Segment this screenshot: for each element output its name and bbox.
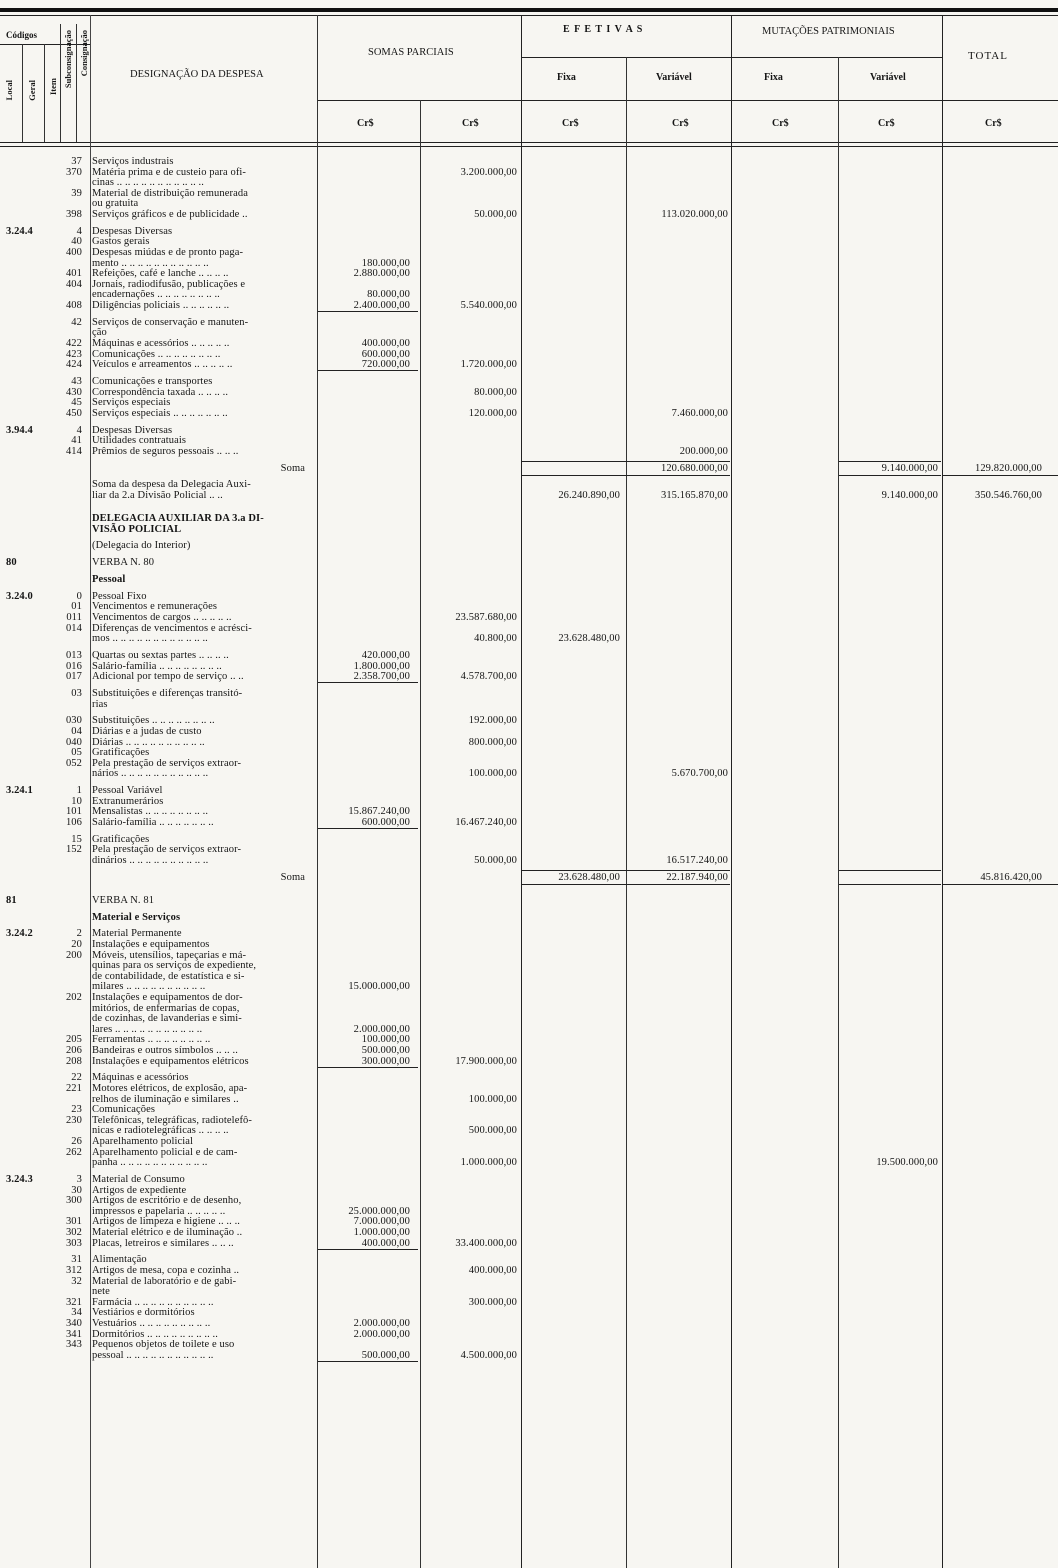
expense-description: ção (92, 327, 107, 339)
code-col-divider (22, 44, 23, 142)
top-rule (0, 8, 1058, 12)
code-col-subconsignacao: Subconsignação (63, 30, 73, 89)
code-number: 262 (65, 1146, 82, 1158)
code-number: 15 (71, 833, 82, 845)
expense-description: cinas .. .. .. .. .. .. .. .. .. .. .. (92, 177, 204, 189)
expense-description: Artigos de escritório e de desenho, (92, 1195, 242, 1207)
soma-bottom-rule (839, 475, 941, 476)
expense-description: Material de distribuição remunerada (92, 187, 248, 199)
expense-description: Quartas ou sextas partes .. .. .. .. (92, 650, 229, 661)
code-number: 206 (65, 1045, 82, 1056)
expense-description: Pela prestação de serviços extraor- (92, 844, 242, 856)
partial-sum-1: 600.000,00 (361, 348, 410, 360)
expense-description: milares .. .. .. .. .. .. .. .. .. .. (92, 981, 206, 993)
code-number: 017 (65, 671, 82, 683)
expense-description: Móveis, utensílios, tapeçarias e má- (92, 949, 247, 961)
expense-description: Comunicações .. .. .. .. .. .. .. .. (92, 348, 221, 360)
expense-description: mento .. .. .. .. .. .. .. .. .. .. .. (92, 257, 209, 269)
partial-sum-1: 2.400.000,00 (353, 300, 410, 311)
code-number: 23 (71, 1104, 82, 1116)
subtotal-rule (318, 1067, 418, 1068)
expense-description: nicas e radiotelegráficas .. .. .. .. (92, 1125, 229, 1137)
expense-description: quinas para os serviços de expediente, (92, 960, 257, 972)
partial-sum-1: 7.000.000,00 (353, 1216, 410, 1228)
expense-description: Diligências policiais .. .. .. .. .. .. (92, 300, 230, 311)
expense-description: pessoal .. .. .. .. .. .. .. .. .. .. .. (92, 1349, 214, 1361)
variavel-header: Variável (656, 72, 692, 83)
expense-description: Artigos de mesa, copa e cozinha .. (92, 1265, 240, 1276)
code-number: 011 (66, 612, 82, 623)
code-number: 398 (65, 209, 82, 220)
code-number: 05 (71, 747, 82, 759)
code-number: 42 (71, 316, 82, 328)
code-number: 343 (65, 1339, 82, 1351)
expense-description: dinários .. .. .. .. .. .. .. .. .. .. (92, 855, 209, 866)
expense-description: Gratificações (92, 747, 150, 759)
expense-description: mos .. .. .. .. .. .. .. .. .. .. .. .. (92, 633, 208, 645)
expense-description: VERBA N. 81 (92, 894, 155, 906)
efetiva-variavel-value: 5.670.700,00 (671, 768, 728, 780)
expense-description: Serviços industrais (92, 156, 174, 167)
partial-sum-2: 17.900.000,00 (455, 1055, 517, 1067)
efetiva-fixa-value: 26.240.890,00 (558, 490, 620, 501)
partial-sum-1: 500.000,00 (361, 1045, 410, 1056)
mutacao-variavel-value: 9.140.000,00 (881, 490, 938, 501)
efetiva-variavel-value: 120.680.000,00 (660, 462, 728, 474)
partial-sum-1: 400.000,00 (361, 338, 410, 349)
expense-description: Pela prestação de serviços extraor- (92, 757, 242, 769)
code-local: 3.24.3 (6, 1174, 33, 1185)
partial-sum-2: 5.540.000,00 (460, 300, 517, 311)
subtotal-rule (318, 1361, 418, 1362)
code-number: 014 (65, 622, 82, 634)
currency-label: Cr$ (878, 118, 895, 129)
expense-description: Serviços especiais .. .. .. .. .. .. .. (92, 407, 228, 419)
total-value: 129.820.000,00 (974, 462, 1042, 474)
code-number: 106 (65, 817, 82, 828)
code-number: 370 (65, 166, 82, 178)
expense-description: Alimentação (92, 1254, 147, 1266)
code-number: 016 (65, 660, 82, 672)
code-number: 4 (76, 424, 82, 436)
efetivas-header: E F E T I V A S (563, 24, 644, 35)
expense-description: Dormitórios .. .. .. .. .. .. .. .. .. (92, 1328, 219, 1340)
partial-sum-2: 33.400.000,00 (455, 1237, 517, 1249)
partial-sum-2: 40.800,00 (474, 633, 517, 645)
code-number: 26 (71, 1136, 82, 1147)
col-divider (420, 100, 421, 1568)
col-divider (942, 15, 943, 1568)
expense-description: Despesas miúdas e de pronto paga- (92, 247, 244, 258)
mutacao-variavel-value: 9.140.000,00 (881, 462, 938, 474)
code-number: 400 (65, 247, 82, 258)
code-col-local: Local (4, 80, 14, 101)
code-number: 430 (65, 386, 82, 398)
expense-description: Jornais, radiodifusão, publicações e (92, 278, 246, 290)
expense-description: DELEGACIA AUXILIAR DA 3.a DI- (92, 513, 264, 524)
code-number: 45 (71, 397, 82, 409)
expense-description: Aparelhamento policial e de cam- (92, 1146, 238, 1158)
col-divider (90, 15, 91, 1568)
col-divider (521, 15, 522, 1568)
code-number: 424 (65, 359, 82, 371)
header-sub-rule (318, 100, 1058, 101)
code-local: 3.94.4 (6, 424, 33, 436)
expense-description: liar da 2.a Divisão Policial .. .. (92, 490, 223, 501)
subtotal-rule (318, 1249, 418, 1250)
expense-description: Aparelhamento policial (92, 1136, 194, 1147)
expense-description: lares .. .. .. .. .. .. .. .. .. .. .. (92, 1023, 203, 1035)
partial-sum-1: 25.000.000,00 (348, 1205, 410, 1217)
partial-sum-2: 100.000,00 (468, 1093, 517, 1105)
code-number: 34 (71, 1307, 82, 1319)
expense-description: Mensalistas .. .. .. .. .. .. .. .. (92, 806, 209, 818)
code-local: 3.24.0 (6, 590, 33, 602)
partial-sum-1: 1.000.000,00 (353, 1227, 410, 1238)
code-number: 152 (65, 844, 82, 856)
expense-description: Salário-família .. .. .. .. .. .. .. (92, 817, 214, 828)
efetiva-variavel-value: 113.020.000,00 (661, 209, 728, 220)
partial-sum-2: 1.000.000,00 (460, 1157, 517, 1169)
expense-description: Vencimentos e remunerações (92, 601, 218, 613)
code-number: 013 (65, 650, 82, 661)
code-number: 422 (65, 338, 82, 349)
header-bottom-rule (0, 142, 1058, 143)
expense-description: Despesas Diversas (92, 225, 173, 237)
soma-bottom-rule (522, 884, 730, 885)
partial-sum-1: 420.000,00 (361, 650, 410, 661)
total-header: TOTAL (968, 50, 1008, 62)
code-number: 300 (65, 1195, 82, 1207)
partial-sum-2: 100.000,00 (468, 768, 517, 780)
code-number: 340 (65, 1318, 82, 1329)
code-number: 230 (65, 1114, 82, 1126)
partial-sum-2: 500.000,00 (468, 1125, 517, 1137)
code-col-consignacao: Consignação (79, 30, 89, 77)
expense-description: Pequenos objetos de toilete e uso (92, 1339, 235, 1351)
somas-parciais-header: SOMAS PARCIAIS (368, 47, 454, 58)
soma-top-rule (839, 870, 941, 871)
top-rule-thin (0, 15, 1058, 16)
soma-bottom-rule (839, 884, 941, 885)
expense-description: Prêmios de seguros pessoais .. .. .. (92, 445, 239, 457)
subtotal-rule (318, 682, 418, 683)
expense-description: Extranumerários (92, 795, 164, 807)
partial-sum-2: 300.000,00 (468, 1296, 517, 1308)
code-number: 301 (65, 1216, 82, 1228)
expense-description: Material de Consumo (92, 1174, 185, 1185)
code-col-divider (44, 44, 45, 142)
expense-description: Instalações e equipamentos elétricos (92, 1055, 249, 1067)
expense-description: Utilidades contratuais (92, 435, 187, 447)
expense-description: ou gratuita (92, 198, 139, 210)
code-number: 341 (65, 1328, 82, 1340)
partial-sum-1: 100.000,00 (361, 1034, 410, 1046)
partial-sum-1: 2.000.000,00 (353, 1328, 410, 1340)
soma-label: Soma (280, 462, 305, 474)
partial-sum-2: 4.578.700,00 (460, 671, 517, 683)
codigos-header: Códigos (6, 30, 38, 40)
code-col-item: Item (48, 78, 58, 95)
efetiva-fixa-value: 23.628.480,00 (558, 871, 620, 883)
code-number: 202 (65, 992, 82, 1003)
code-number: 30 (71, 1184, 82, 1196)
code-local: 3.24.1 (6, 785, 33, 797)
subtotal-rule (318, 828, 418, 829)
code-number: 040 (65, 736, 82, 748)
code-local: 81 (6, 894, 17, 906)
fixa-header: Fixa (557, 72, 576, 83)
code-number: 208 (65, 1055, 82, 1067)
partial-sum-2: 23.587.680,00 (455, 612, 517, 623)
code-number: 01 (71, 601, 82, 613)
code-col-divider (76, 24, 77, 142)
soma-top-rule (839, 461, 941, 462)
expense-description: Farmácia .. .. .. .. .. .. .. .. .. .. (92, 1296, 214, 1308)
soma-label: Soma (280, 871, 305, 883)
partial-sum-2: 192.000,00 (468, 715, 517, 727)
code-number: 4 (76, 225, 82, 237)
code-number: 408 (65, 300, 82, 311)
partial-sum-1: 400.000,00 (361, 1237, 410, 1249)
partial-sum-1: 600.000,00 (361, 817, 410, 828)
expense-description: Serviços especiais (92, 397, 171, 409)
expense-description: VISÃO POLICIAL (92, 523, 182, 535)
partial-sum-2: 16.467.240,00 (455, 817, 517, 828)
efetiva-variavel-value: 22.187.940,00 (666, 871, 728, 883)
code-number: 312 (65, 1265, 82, 1276)
partial-sum-2: 400.000,00 (468, 1265, 517, 1276)
code-number: 04 (71, 726, 82, 737)
partial-sum-1: 80.000,00 (367, 289, 410, 301)
expense-description: Motores elétricos, de explosão, apa- (92, 1083, 248, 1094)
code-number: 37 (71, 156, 82, 167)
code-number: 052 (65, 757, 82, 769)
expense-description: Pessoal Variável (92, 785, 163, 797)
partial-sum-2: 120.000,00 (468, 407, 517, 419)
partial-sum-2: 50.000,00 (474, 855, 517, 866)
soma-top-rule (522, 870, 730, 871)
col-divider (317, 15, 318, 1568)
expense-description: Artigos de expediente (92, 1184, 187, 1196)
code-number: 03 (71, 688, 82, 699)
expense-description: Adicional por tempo de serviço .. .. (92, 671, 244, 683)
currency-label: Cr$ (357, 118, 374, 129)
expense-description: Vestiários e dormitórios (92, 1307, 195, 1319)
code-number: 32 (71, 1275, 82, 1287)
code-number: 101 (65, 806, 82, 818)
soma-bottom-rule (943, 475, 1058, 476)
expense-description: Pessoal Fixo (92, 590, 147, 602)
expense-description: mitórios, de enfermarias de copas, (92, 1002, 240, 1014)
expense-description: Ferramentas .. .. .. .. .. .. .. .. (92, 1034, 211, 1046)
code-number: 22 (71, 1072, 82, 1084)
expense-description: Diferenças de vencimentos e acrésci- (92, 622, 252, 634)
code-local: 80 (6, 557, 17, 569)
soma-top-rule (522, 461, 730, 462)
expense-description: Máquinas e acessórios .. .. .. .. .. (92, 338, 230, 349)
expense-description: Substituições .. .. .. .. .. .. .. .. (92, 715, 215, 727)
partial-sum-2: 50.000,00 (474, 209, 517, 220)
expense-description: nete (92, 1286, 110, 1298)
expense-description: Despesas Diversas (92, 424, 173, 436)
code-number: 2 (76, 928, 82, 940)
expense-description: Diárias .. .. .. .. .. .. .. .. .. .. (92, 736, 205, 748)
code-number: 302 (65, 1227, 82, 1238)
code-number: 450 (65, 407, 82, 419)
partial-sum-1: 500.000,00 (361, 1349, 410, 1361)
currency-label: Cr$ (672, 118, 689, 129)
code-local: 3.24.4 (6, 225, 33, 237)
expense-description: Vestuários .. .. .. .. .. .. .. .. .. (92, 1318, 211, 1329)
col-divider (731, 15, 732, 1568)
code-local: 3.24.2 (6, 928, 33, 940)
code-number: 20 (71, 939, 82, 950)
expense-description: Diárias e a judas de custo (92, 726, 202, 737)
currency-label: Cr$ (462, 118, 479, 129)
partial-sum-1: 15.867.240,00 (348, 806, 410, 818)
expense-description: Pessoal (92, 574, 126, 585)
efetiva-fixa-value: 23.628.480,00 (558, 633, 620, 645)
efetiva-variavel-value: 200.000,00 (679, 445, 728, 457)
partial-sum-1: 2.358.700,00 (353, 671, 410, 683)
expense-description: Gastos gerais (92, 236, 150, 248)
total-value: 45.816.420,00 (980, 871, 1042, 883)
expense-description: Serviços gráficos e de publicidade .. (92, 209, 248, 220)
variavel-mut-header: Variável (870, 72, 906, 83)
partial-sum-2: 3.200.000,00 (460, 166, 517, 178)
expense-description: Material elétrico e de iluminação .. (92, 1227, 243, 1238)
partial-sum-1: 15.000.000,00 (348, 981, 410, 993)
expense-description: de contabilidade, de estatística e si- (92, 970, 245, 982)
code-number: 303 (65, 1237, 82, 1249)
expense-description: rias (92, 698, 108, 710)
expense-description: Comunicações (92, 1104, 156, 1116)
total-value: 350.546.760,00 (974, 490, 1042, 501)
code-number: 40 (71, 236, 82, 248)
partial-sum-1: 2.880.000,00 (353, 268, 410, 280)
currency-label: Cr$ (562, 118, 579, 129)
expense-description: (Delegacia do Interior) (92, 540, 191, 552)
partial-sum-2: 80.000,00 (474, 386, 517, 398)
col-divider (626, 57, 627, 1568)
partial-sum-1: 720.000,00 (361, 359, 410, 371)
expense-description: nários .. .. .. .. .. .. .. .. .. .. .. (92, 768, 209, 780)
efetiva-variavel-value: 315.165.870,00 (660, 490, 728, 501)
expense-description: Instalações e equipamentos de dor- (92, 992, 243, 1003)
partial-sum-2: 1.720.000,00 (460, 359, 517, 371)
expense-description: Refeições, café e lanche .. .. .. .. (92, 268, 229, 280)
expense-description: Substituições e diferenças transitó- (92, 688, 243, 699)
header-group-rule (522, 57, 942, 58)
designacao-header: DESIGNAÇÃO DA DESPESA (130, 69, 264, 80)
code-number: 404 (65, 278, 82, 290)
partial-sum-1: 2.000.000,00 (353, 1318, 410, 1329)
code-number: 3 (76, 1174, 82, 1185)
code-number: 1 (76, 785, 82, 797)
expense-description: Instalações e equipamentos (92, 939, 210, 950)
code-number: 423 (65, 348, 82, 360)
code-number: 39 (71, 187, 82, 199)
code-number: 200 (65, 949, 82, 961)
code-number: 0 (76, 590, 82, 602)
expense-description: Telefônicas, telegráficas, radiotelefô- (92, 1114, 252, 1126)
soma-bottom-rule (943, 884, 1058, 885)
expense-description: Bandeiras e outros símbolos .. .. .. (92, 1045, 238, 1056)
code-number: 030 (65, 715, 82, 727)
subtotal-rule (318, 311, 418, 312)
partial-sum-1: 300.000,00 (361, 1055, 410, 1067)
code-number: 43 (71, 376, 82, 387)
code-col-geral: Geral (27, 80, 37, 101)
expense-description: VERBA N. 80 (92, 557, 155, 569)
expense-description: panha .. .. .. .. .. .. .. .. .. .. .. (92, 1157, 208, 1169)
code-number: 221 (65, 1083, 82, 1094)
expense-description: Artigos de limpeza e higiene .. .. .. (92, 1216, 241, 1228)
code-number: 321 (65, 1296, 82, 1308)
currency-label: Cr$ (772, 118, 789, 129)
expense-description: Gratificações (92, 833, 150, 845)
expense-description: Material e Serviços (92, 911, 181, 923)
expense-description: Máquinas e acessórios (92, 1072, 189, 1084)
expense-description: Vencimentos de cargos .. .. .. .. .. (92, 612, 232, 623)
code-number: 10 (71, 795, 82, 807)
subtotal-rule (318, 370, 418, 371)
expense-description: Placas, letreiros e similares .. .. .. (92, 1237, 234, 1249)
currency-label: Cr$ (985, 118, 1002, 129)
expense-description: Soma da despesa da Delegacia Auxi- (92, 479, 251, 491)
partial-sum-1: 180.000,00 (361, 257, 410, 269)
col-divider (838, 57, 839, 1568)
partial-sum-2: 800.000,00 (468, 736, 517, 748)
expense-description: de cozinhas, de lavanderias e simi- (92, 1013, 242, 1025)
expense-description: Veículos e arreamentos .. .. .. .. .. (92, 359, 233, 371)
partial-sum-2: 4.500.000,00 (460, 1349, 517, 1361)
expense-description: encadernações .. .. .. .. .. .. .. .. (92, 289, 220, 301)
mutacao-variavel-value: 19.500.000,00 (876, 1157, 938, 1169)
code-number: 31 (71, 1254, 82, 1266)
expense-description: Serviços de conservação e manuten- (92, 316, 249, 328)
expense-description: impressos e papelaria .. .. .. .. .. (92, 1205, 226, 1217)
code-number: 401 (65, 268, 82, 280)
expense-description: Salário-família .. .. .. .. .. .. .. .. (92, 660, 222, 672)
efetiva-variavel-value: 7.460.000,00 (671, 407, 728, 419)
fixa-mut-header: Fixa (764, 72, 783, 83)
expense-description: Correspondência taxada .. .. .. .. (92, 386, 229, 398)
expense-description: Comunicações e transportes (92, 376, 213, 387)
code-col-divider (60, 24, 61, 142)
expense-description: Material Permanente (92, 928, 182, 940)
mutacoes-header: MUTAÇÕES PATRIMONIAIS (762, 26, 895, 37)
partial-sum-1: 2.000.000,00 (353, 1023, 410, 1035)
code-number: 205 (65, 1034, 82, 1046)
header-bottom-rule-2 (0, 146, 1058, 147)
partial-sum-1: 1.800.000,00 (353, 660, 410, 672)
code-number: 414 (65, 445, 82, 457)
expense-description: Matéria prima e de custeio para ofi- (92, 166, 247, 178)
efetiva-variavel-value: 16.517.240,00 (666, 855, 728, 866)
soma-bottom-rule (522, 475, 730, 476)
expense-description: Material de laboratório e de gabi- (92, 1275, 237, 1287)
code-number: 41 (71, 435, 82, 447)
expense-description: relhos de iluminação e similares .. (92, 1093, 239, 1105)
